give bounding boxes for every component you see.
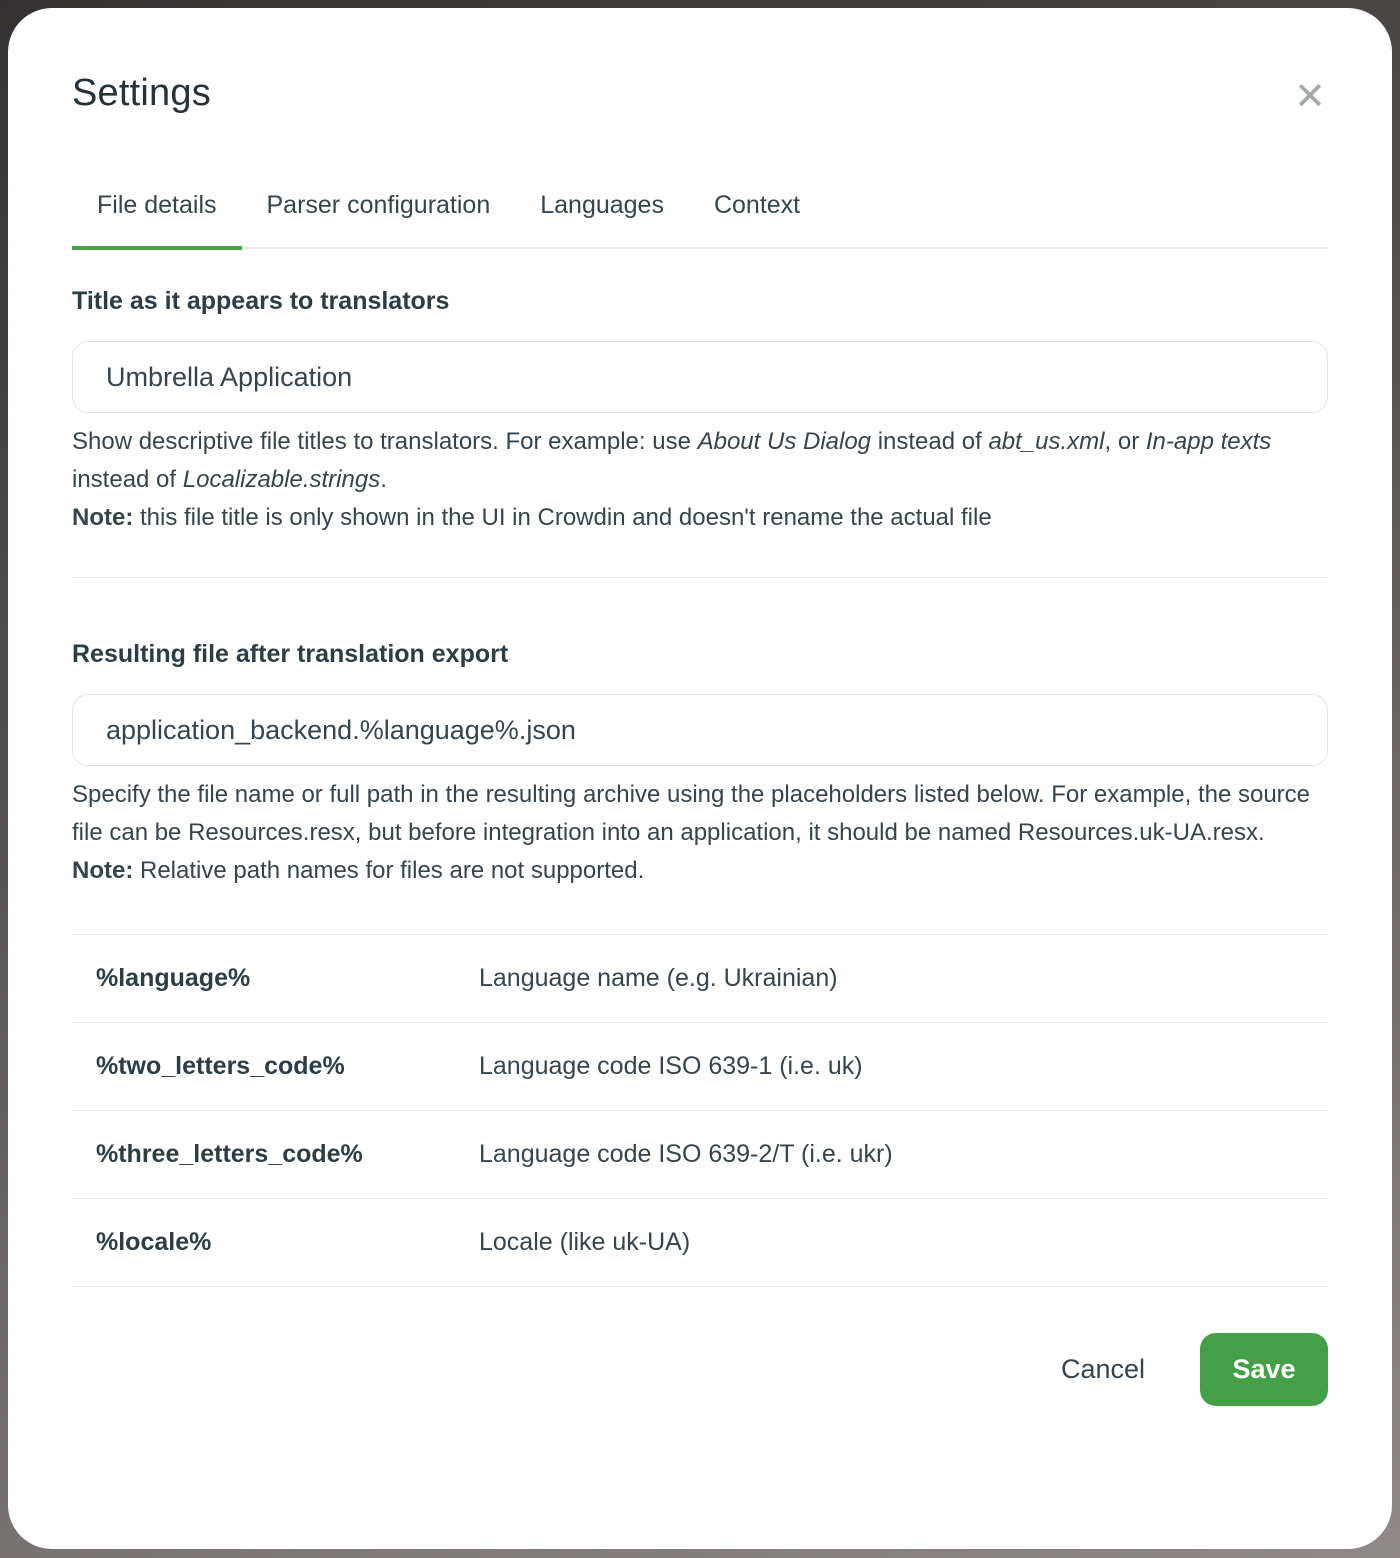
tab-parser-configuration[interactable]: Parser configuration xyxy=(266,191,491,219)
title-field-input[interactable] xyxy=(72,341,1328,413)
help-segment: instead of xyxy=(871,428,989,455)
note-text: this file title is only shown in the UI in Crowdin and doesn't rename the actual file xyxy=(133,504,992,531)
placeholder-cell: %language% xyxy=(96,964,251,992)
table-row xyxy=(72,1023,1328,1111)
help-segment-italic: Localizable.strings xyxy=(182,466,381,493)
tab-context[interactable]: Context xyxy=(713,191,801,219)
description-cell: Language code ISO 639-1 (i.e. uk) xyxy=(479,1052,863,1080)
table-row xyxy=(72,1199,1328,1287)
note-text: Relative path names for files are not supported. xyxy=(133,857,645,884)
table-row xyxy=(72,935,1328,1023)
help-segment: , or xyxy=(1104,428,1146,455)
placeholder-cell: %three_letters_code% xyxy=(96,1140,363,1168)
title-field-note xyxy=(72,499,1328,537)
note-label: Note: xyxy=(72,504,134,531)
close-icon[interactable]: ✕ xyxy=(1286,72,1334,120)
placeholder-cell: %locale% xyxy=(96,1228,212,1256)
save-button[interactable]: Save xyxy=(1200,1333,1328,1406)
export-field-note xyxy=(72,852,1328,890)
help-segment: Show descriptive file titles to translators. For example: use xyxy=(72,428,698,455)
tab-bar xyxy=(72,177,1328,249)
tab-languages[interactable]: Languages xyxy=(540,191,664,219)
help-segment: . xyxy=(380,466,387,493)
help-segment: Specify the file name or full path in the resulting archive using the placeholders listed below. For example, the source file can be Resources.resx, but before integration into an application, it should be named Resources.uk-UA.resx. xyxy=(72,781,1311,846)
export-field-input[interactable] xyxy=(72,694,1328,766)
placeholders-table xyxy=(72,934,1328,1287)
section-divider xyxy=(72,577,1328,578)
placeholder-cell: %two_letters_code% xyxy=(96,1052,345,1080)
note-label: Note: xyxy=(72,857,134,884)
help-segment-italic: abt_us.xml xyxy=(988,428,1105,455)
description-cell: Language name (e.g. Ukrainian) xyxy=(479,964,838,992)
title-field-label: Title as it appears to translators xyxy=(72,287,450,315)
settings-modal xyxy=(8,8,1392,1549)
table-row xyxy=(72,1111,1328,1199)
export-field-label: Resulting file after translation export xyxy=(72,640,509,668)
cancel-button[interactable]: Cancel xyxy=(1060,1354,1145,1384)
modal-footer xyxy=(72,1333,1328,1406)
export-field-help xyxy=(72,776,1328,890)
help-segment-italic: About Us Dialog xyxy=(697,428,872,455)
tab-file-details[interactable]: File details xyxy=(72,177,242,250)
help-segment: instead of xyxy=(72,466,183,493)
description-cell: Language code ISO 639-2/T (i.e. ukr) xyxy=(479,1140,893,1168)
help-segment-italic: In-app texts xyxy=(1145,428,1272,455)
title-field-help xyxy=(72,423,1328,537)
description-cell: Locale (like uk-UA) xyxy=(479,1228,691,1256)
page-title: Settings xyxy=(72,72,211,114)
